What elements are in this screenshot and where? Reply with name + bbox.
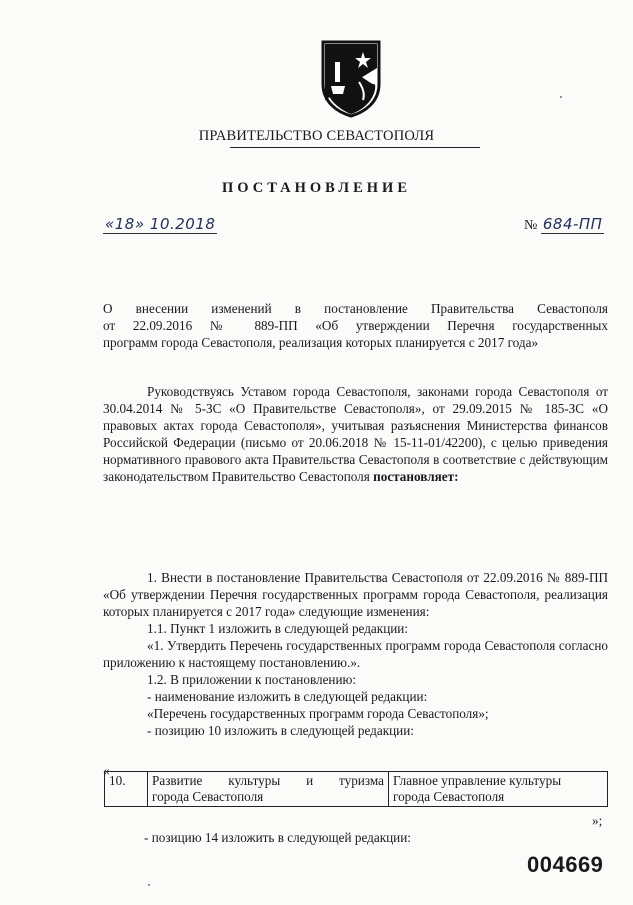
decree-number bbox=[524, 216, 604, 234]
date-month-year: 10.2018 bbox=[149, 215, 216, 233]
executor-line-2: города Севастополя bbox=[393, 789, 505, 804]
decree-body bbox=[103, 569, 608, 739]
decree-word: постановляет: bbox=[373, 469, 459, 484]
document-type-heading: ПОСТАНОВЛЕНИЕ bbox=[221, 180, 411, 196]
executor-cell bbox=[389, 772, 608, 807]
decree-date bbox=[103, 216, 217, 234]
number-sign: № bbox=[524, 218, 538, 233]
scan-speck bbox=[560, 96, 562, 98]
preamble-text: Руководствуясь Уставом города Севастополя, законами города Севастополя от 30.04.2014 № 5-ЗС «О Правительстве Севастополя», от 29.09.2015 № 185-ЗС «О правовых актах города Севастополя», учитывая разъяснения Министерства финансов Российской Федерации (письмо от 20.06.2018 № 15-11-01/42200), с целью приведения нормативного правового акта Правительства Севастополя в соответствие с действующим законодательством Правительство Севастополя bbox=[103, 384, 608, 484]
date-open-quote: « bbox=[105, 215, 115, 233]
number-value: 684-ПП bbox=[542, 215, 603, 233]
title-underline bbox=[230, 147, 480, 148]
item-1-1-quote: «1. Утвердить Перечень государственных программ города Севастополя согласно приложению к настоящему постановлению.». bbox=[103, 638, 608, 670]
table-row bbox=[105, 772, 608, 807]
program-line-2: города Севастополя bbox=[152, 789, 264, 804]
position-number-cell: 10. bbox=[105, 772, 148, 807]
coat-of-arms-emblem bbox=[319, 38, 383, 118]
preamble-paragraph bbox=[103, 383, 608, 485]
item-1: 1. Внести в постановление Правительства Севастополя от 22.09.2016 № 889-ПП «Об утверждении Перечня государственных программ города Севастополя, реализация которых планируется с 2017 года» следующие изменения: bbox=[103, 570, 608, 619]
item-1-2-b: - позицию 10 изложить в следующей редакции: bbox=[147, 723, 414, 738]
serial-number: 004669 bbox=[527, 852, 604, 877]
item-next-position: - позицию 14 изложить в следующей редакции: bbox=[144, 830, 411, 845]
program-line-1: Развитие культуры и туризма bbox=[152, 773, 384, 788]
government-title: ПРАВИТЕЛЬСТВО СЕВАСТОПОЛЯ bbox=[198, 128, 435, 144]
date-day: 18 bbox=[114, 215, 135, 233]
subject-line-3: программ города Севастополя, реализация которых планируется с 2017 года» bbox=[103, 335, 539, 350]
table-close-quote: »; bbox=[592, 813, 603, 828]
subject-line-1: О внесении изменений в постановление Правительства Севастополя bbox=[103, 301, 608, 316]
decree-subject bbox=[103, 300, 608, 351]
executor-line-1: Главное управление культуры bbox=[393, 773, 562, 788]
item-1-2: 1.2. В приложении к постановлению: bbox=[147, 672, 357, 687]
item-1-2-a: - наименование изложить в следующей редакции: bbox=[147, 689, 428, 704]
scan-speck bbox=[148, 884, 150, 886]
item-1-2-a-quote: «Перечень государственных программ города Севастополя»; bbox=[147, 706, 489, 721]
table-open-quote: « bbox=[103, 763, 110, 778]
position-table bbox=[104, 771, 608, 807]
subject-line-2: от 22.09.2016 № 889-ПП «Об утверждении Перечня государственных bbox=[103, 318, 608, 333]
item-1-1: 1.1. Пункт 1 изложить в следующей редакции: bbox=[147, 621, 409, 636]
program-name-cell bbox=[148, 772, 389, 807]
date-close-quote: » bbox=[134, 215, 145, 233]
